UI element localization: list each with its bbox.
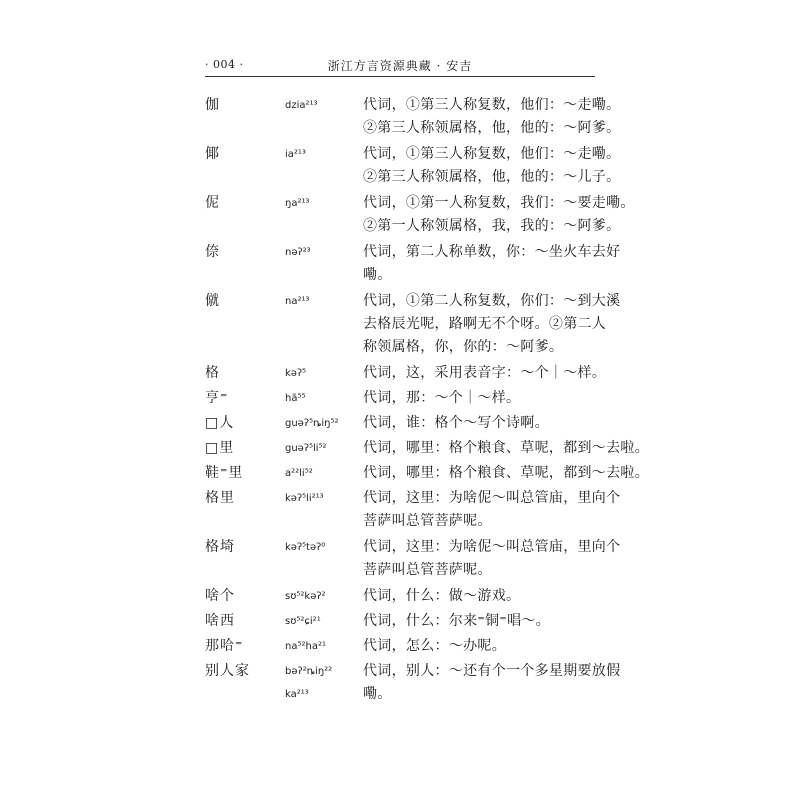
headword: 伽 — [205, 97, 220, 113]
definition-line: 代词，怎么：～办呢。 — [363, 638, 506, 654]
definition — [363, 241, 621, 287]
pronunciation-line: guəʔ⁵ȵiŋ⁵² — [285, 418, 339, 429]
definition-line: 代词，什么：尔来⁼铜⁼唱～。 — [363, 613, 550, 629]
dictionary-entry — [205, 462, 649, 485]
pronunciation — [285, 635, 363, 658]
pronunciation-line: kəʔ⁵təʔ⁰ — [285, 542, 326, 553]
pronunciation — [285, 437, 363, 460]
definition — [363, 536, 621, 582]
definition — [363, 487, 621, 533]
definition-line: 菩萨叫总管菩萨呢。 — [363, 562, 492, 578]
dictionary-entry — [205, 387, 600, 410]
pronunciation — [285, 241, 363, 264]
definition-line: 代词，哪里：格个粮食、草呢，都到～去啦。 — [363, 440, 649, 456]
definition-line: 去格辰光呢，路啊无不个呀。②第二人 — [363, 316, 607, 332]
definition-line: 代词，这，采用表音字：～个｜～样。 — [363, 365, 607, 381]
dictionary-entry — [205, 660, 621, 706]
headword: □人 — [205, 415, 235, 431]
dictionary-entry — [205, 487, 621, 533]
definition — [363, 660, 621, 706]
headword: 格埼 — [205, 539, 235, 555]
pronunciation — [285, 387, 363, 410]
definition — [363, 635, 600, 658]
definition-line: 代词，那：～个｜～样。 — [363, 390, 521, 406]
dictionary-entry — [205, 536, 621, 582]
pronunciation-line: nəʔ²³ — [285, 247, 311, 258]
running-title: 浙江方言资源典藏 · 安吉 — [327, 59, 473, 73]
definition — [363, 387, 600, 410]
dictionary-entry — [205, 362, 607, 385]
definition-line: 代词，谁：格个～写个诗啊。 — [363, 415, 549, 431]
pronunciation — [285, 610, 363, 633]
definition — [363, 585, 600, 608]
pronunciation — [285, 536, 363, 559]
headword: 啥个 — [205, 588, 235, 604]
definition — [363, 610, 600, 633]
pronunciation-line: a²²li⁵² — [285, 468, 313, 479]
pronunciation-line: hã⁵⁵ — [285, 393, 306, 404]
headword: 倻 — [205, 146, 220, 162]
definition-line: 代词，①第三人称复数，他们：～走嘞。 — [363, 97, 621, 113]
pronunciation — [285, 94, 363, 117]
dictionary-entry — [205, 585, 600, 608]
definition-line: 菩萨叫总管菩萨呢。 — [363, 513, 492, 529]
headword: □里 — [205, 440, 235, 456]
pronunciation-line: dzia²¹³ — [285, 100, 318, 111]
page-number: · 004 · — [205, 58, 244, 71]
headword: 鞋⁼里 — [205, 465, 244, 481]
headword: 亨⁼ — [205, 390, 229, 406]
pronunciation-line: ŋa²¹³ — [285, 198, 310, 209]
pronunciation — [285, 412, 363, 435]
dictionary-entry — [205, 610, 600, 633]
definition — [363, 290, 621, 359]
headword: 格里 — [205, 490, 235, 506]
definition-line: 代词，这里：为啥伲～叫总管庙，里向个 — [363, 539, 621, 555]
definition — [363, 362, 607, 385]
headword: 伲 — [205, 195, 220, 211]
definition-line: 嘞。 — [363, 686, 392, 702]
pronunciation — [285, 290, 363, 313]
dictionary-entry — [205, 635, 600, 658]
pronunciation-line: ka²¹³ — [285, 689, 309, 700]
pronunciation — [285, 660, 363, 706]
dictionary-entry — [205, 437, 649, 460]
definition-line: 代词，①第二人称复数，你们：～到大溪 — [363, 293, 621, 309]
pronunciation-line: bəʔ²ȵiŋ²² — [285, 666, 333, 677]
definition — [363, 192, 635, 238]
pronunciation — [285, 487, 363, 510]
definition-line: 嘞。 — [363, 267, 392, 283]
dictionary-entry — [205, 94, 621, 140]
definition — [363, 437, 649, 460]
definition-line: ②第一人称领属格，我，我的：～阿爹。 — [363, 218, 621, 234]
header-rule — [205, 76, 595, 77]
pronunciation-line: na²¹³ — [285, 296, 310, 307]
pronunciation — [285, 362, 363, 385]
definition-line: 代词，哪里：格个粮食、草呢，都到～去啦。 — [363, 465, 649, 481]
dictionary-entry — [205, 412, 600, 435]
headword: 僦 — [205, 293, 220, 309]
pronunciation-line: ia²¹³ — [285, 149, 306, 160]
pronunciation-line: guəʔ⁵li⁵² — [285, 443, 327, 454]
pronunciation-line: kəʔ⁵li²¹³ — [285, 493, 324, 504]
dictionary-entry — [205, 192, 635, 238]
pronunciation — [285, 462, 363, 485]
pronunciation — [285, 192, 363, 215]
definition-line: 代词，这里：为啥伲～叫总管庙，里向个 — [363, 490, 621, 506]
definition-line: ②第三人称领属格，他，他的：～儿子。 — [363, 169, 621, 185]
definition-line: 代词，第二人称单数，你：～坐火车去好 — [363, 244, 621, 260]
pronunciation — [285, 585, 363, 608]
definition-line: 代词，①第三人称复数，他们：～走嘞。 — [363, 146, 621, 162]
definition-line: ②第三人称领属格，他，他的：～阿爹。 — [363, 120, 621, 136]
definition-line: 称领属格，你，你的：～阿爹。 — [363, 339, 564, 355]
page-header — [205, 56, 595, 76]
dictionary-entries — [205, 94, 649, 708]
definition — [363, 462, 649, 485]
dictionary-entry — [205, 290, 621, 359]
definition-line: 代词，什么：做～游戏。 — [363, 588, 521, 604]
pronunciation-line: sʊ⁵²kəʔ² — [285, 591, 326, 602]
definition — [363, 412, 600, 435]
headword: 啥西 — [205, 613, 235, 629]
dictionary-entry — [205, 241, 621, 287]
definition — [363, 94, 621, 140]
definition — [363, 143, 621, 189]
headword: 格 — [205, 365, 220, 381]
pronunciation — [285, 143, 363, 166]
pronunciation-line: sʊ⁵²ɕi²¹ — [285, 616, 321, 627]
headword: 那哈⁼ — [205, 638, 244, 654]
definition-line: 代词，①第一人称复数，我们：～要走嘞。 — [363, 195, 635, 211]
dictionary-entry — [205, 143, 621, 189]
headword: 别人家 — [205, 663, 250, 679]
pronunciation-line: na⁵²ha²¹ — [285, 641, 326, 652]
definition-line: 代词，别人：～还有个一个多星期要放假 — [363, 663, 621, 679]
pronunciation-line: kəʔ⁵ — [285, 368, 307, 379]
headword: 倷 — [205, 244, 220, 260]
